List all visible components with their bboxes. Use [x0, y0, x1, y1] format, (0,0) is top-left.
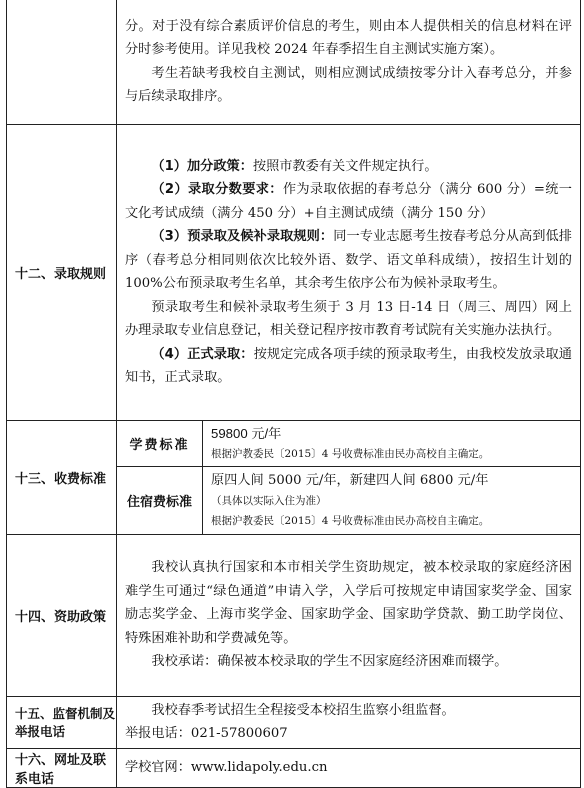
tuition-label: 学费标准	[117, 420, 203, 466]
section-15-label: 十五、监督机制及举报电话	[7, 696, 117, 748]
housing-content	[203, 466, 581, 534]
report-phone: 举报电话：021-57800607	[125, 726, 288, 741]
row-tuition	[7, 420, 581, 466]
rule-4-body: 按规定完成各项手续的预录取考生，由我校发放录取通知书，正式录取。	[125, 346, 572, 385]
section-12-label: 十二、录取规则	[7, 124, 117, 420]
tuition-content	[203, 420, 581, 466]
continuation-content	[117, 0, 581, 124]
rule-3	[125, 225, 572, 296]
rule-3-paragraph-2: 预录取考生和候补录取考生须于 3 月 13 日-14 日（周三、周四）网上办理录取专业信息登记，相关登记程序按市教育考试院有关实施办法执行。	[125, 299, 572, 338]
continuation-paragraph-1: 分。对于没有综合素质评价信息的考生，则由本人提供相关的信息材料在评分时参考使用。详见我校 2024 年春季招生自主测试实施方案）。	[125, 18, 572, 58]
section-13-label: 十三、收费标准	[7, 420, 117, 534]
section-14-content	[117, 534, 581, 696]
empty-label-cell	[7, 0, 117, 124]
housing-label: 住宿费标准	[117, 466, 203, 534]
housing-note-1: （具体以实际入住为准）	[211, 494, 327, 507]
rule-1	[125, 155, 572, 179]
rule-1-head: （1）加分政策：	[151, 158, 253, 174]
row-admission-rules	[7, 124, 581, 420]
rule-2	[125, 178, 572, 225]
continuation-paragraph-2: 考生若缺考我校自主测试，则相应测试成绩按零分计入春考总分，并参与后续录取排序。	[125, 65, 572, 105]
row-continuation	[7, 0, 581, 124]
section-14-label: 十四、资助政策	[7, 534, 117, 696]
rule-4	[125, 343, 572, 390]
row-supervision	[7, 696, 581, 748]
rule-2-body: 作为录取依据的春考总分（满分 600 分）=统一文化考试成绩（满分 450 分）+自主测试成绩（满分 150 分）	[125, 182, 572, 221]
section-16-content	[117, 748, 581, 787]
aid-paragraph-2: 我校承诺：确保被本校录取的学生不因家庭经济困难而辍学。	[151, 654, 508, 670]
tuition-note: 根据沪教委民〔2015〕4 号收费标准由民办高校自主确定。	[211, 447, 490, 460]
rule-4-head: （4）正式录取：	[151, 346, 254, 362]
row-website	[7, 748, 581, 787]
supervision-line: 我校春季考试招生全程接受本校招生监察小组监督。	[151, 702, 455, 718]
housing-note-2: 根据沪教委民〔2015〕4 号收费标准由民办高校自主确定。	[211, 514, 490, 527]
website-line: 学校官网：www.lidapoly.edu.cn	[125, 759, 328, 775]
aid-paragraph-1: 我校认真执行国家和本市相关学生资助规定，被本校录取的家庭经济困难学生可通过“绿色通道”申请入学，入学后可按规定申请国家奖学金、国家励志奖学金、上海市奖学金、国家助学金、国家助学贷款、勤工助学岗位、特殊困难补助和学费减免等。	[125, 560, 572, 646]
section-12-content	[117, 124, 581, 420]
tuition-value: 59800 元/年	[211, 425, 282, 441]
admission-table	[6, 0, 581, 788]
housing-value: 原四人间 5000 元/年，新建四人间 6800 元/年	[211, 472, 489, 488]
rule-3-body: 同一专业志愿考生按春考总分从高到低排序（春考总分相同则依次比较外语、数学、语文单科成绩），按招生计划的 100%公布预录取考生名单，其余考生依序公布为候补录取考生。	[125, 229, 572, 291]
rule-1-body: 按照市教委有关文件规定执行。	[252, 158, 438, 174]
rule-2-head: （2）录取分数要求：	[151, 182, 283, 197]
rule-3-head: （3）预录取及候补录取规则：	[151, 229, 334, 244]
section-16-label: 十六、网址及联系电话	[7, 748, 117, 787]
row-financial-aid	[7, 534, 581, 696]
section-15-content	[117, 696, 581, 748]
